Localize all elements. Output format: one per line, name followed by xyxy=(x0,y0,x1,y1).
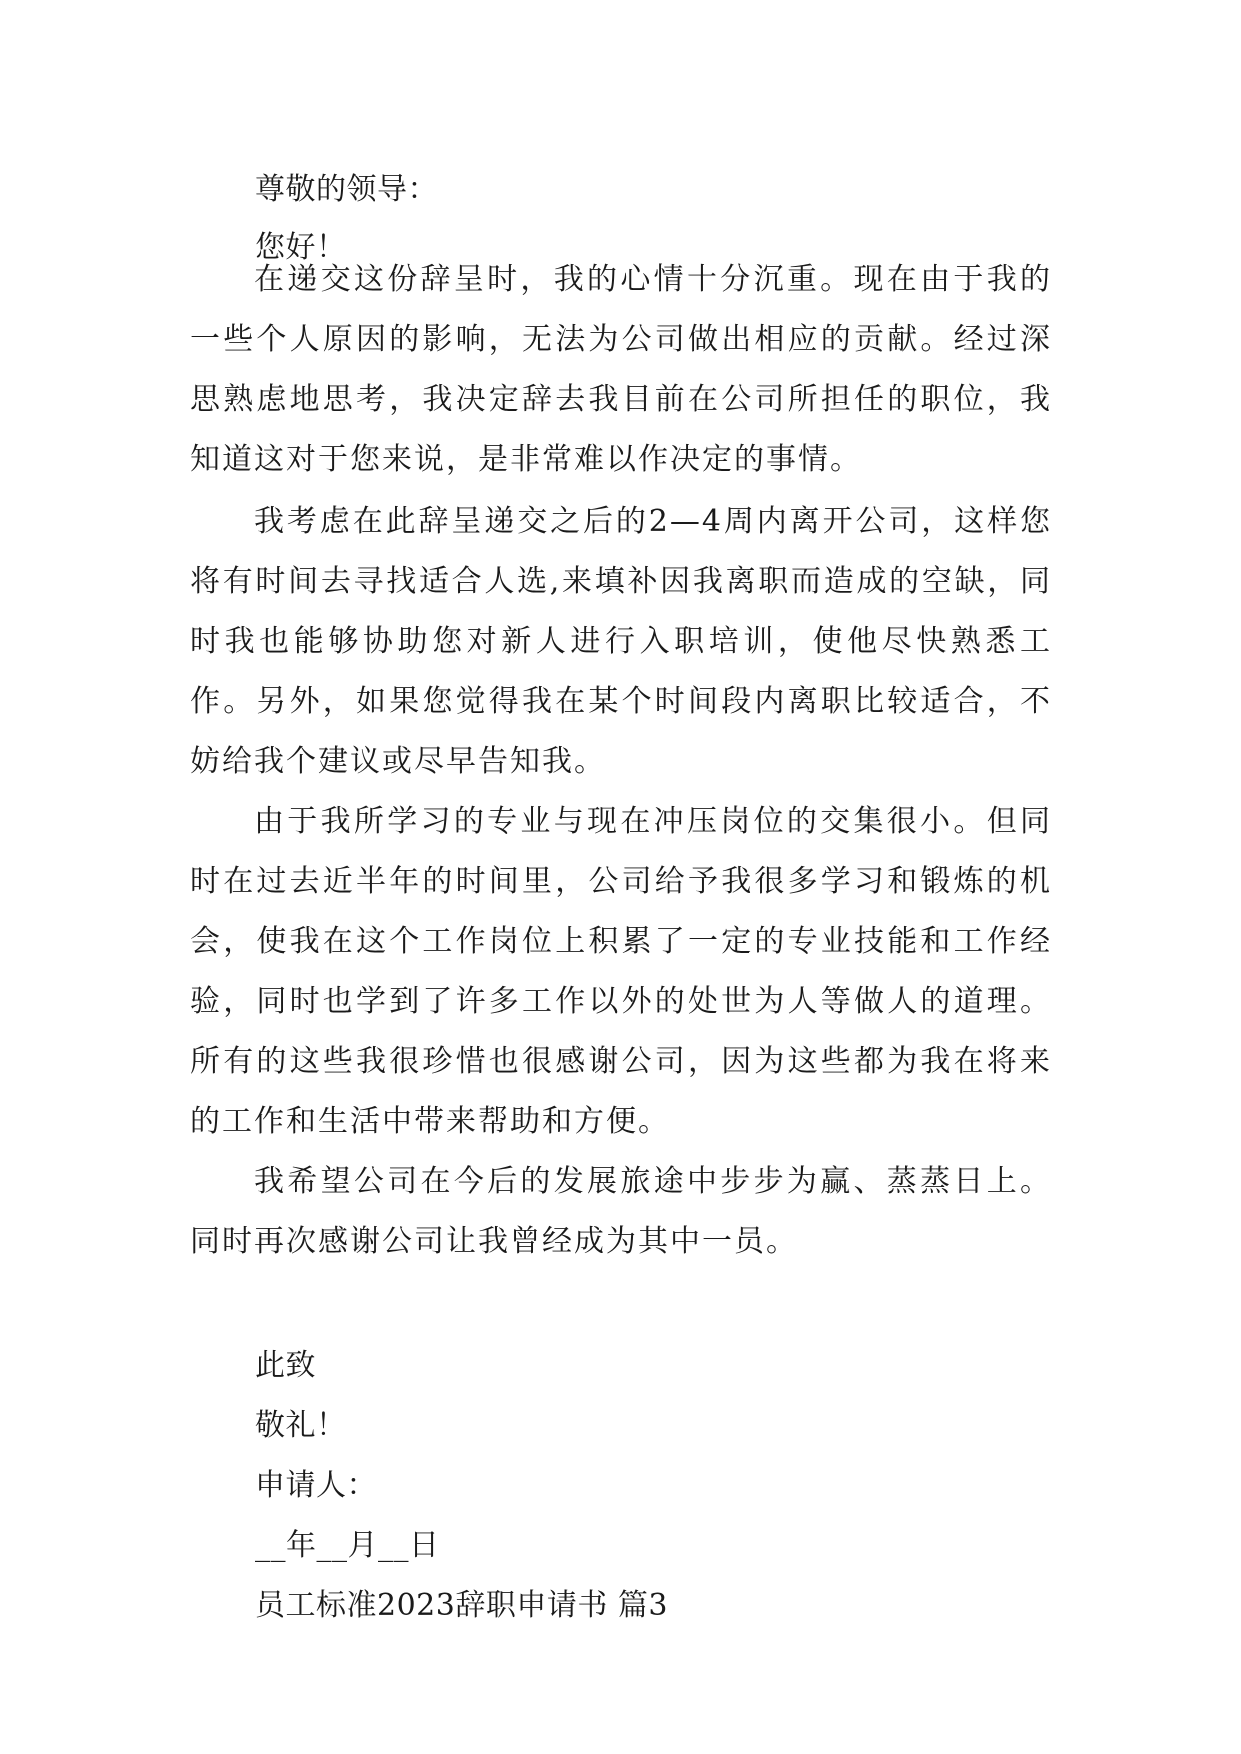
date-line: __年__月__日 xyxy=(255,1528,440,1563)
closing-line-1: 此致 xyxy=(255,1348,316,1383)
paragraph-4: 我希望公司在今后的发展旅途中步步为赢、蒸蒸日上。同时再次感谢公司让我曾经成为其中一员。 xyxy=(190,1164,1052,1259)
closing-line-2: 敬礼！ xyxy=(255,1408,347,1443)
greeting: 您好！ xyxy=(255,230,347,265)
applicant-label: 申请人： xyxy=(255,1468,377,1503)
paragraph-2: 我考虑在此辞呈递交之后的2—4周内离开公司，这样您将有时间去寻找适合人选,来填补因我离职而造成的空缺，同时我也能够协助您对新人进行入职培训，使他尽快熟悉工作。另外，如果您觉得我在某个时间段内离职比较适合，不妨给我个建议或尽早告知我。 xyxy=(190,504,1052,779)
paragraph-1: 在递交这份辞呈时，我的心情十分沉重。现在由于我的一些个人原因的影响，无法为公司做出相应的贡献。经过深思熟虑地思考，我决定辞去我目前在公司所担任的职位，我知道这对于您来说，是非常难以作决定的事情。 xyxy=(190,262,1052,477)
paragraph-3: 由于我所学习的专业与现在冲压岗位的交集很小。但同时在过去近半年的时间里，公司给予我很多学习和锻炼的机会，使我在这个工作岗位上积累了一定的专业技能和工作经验，同时也学到了许多工作以外的处世为人等做人的道理。所有的这些我很珍惜也很感谢公司，因为这些都为我在将来的工作和生活中带来帮助和方便。 xyxy=(190,804,1052,1139)
next-section-title: 员工标准2023辞职申请书 篇3 xyxy=(255,1588,668,1623)
salutation: 尊敬的领导： xyxy=(255,172,438,207)
